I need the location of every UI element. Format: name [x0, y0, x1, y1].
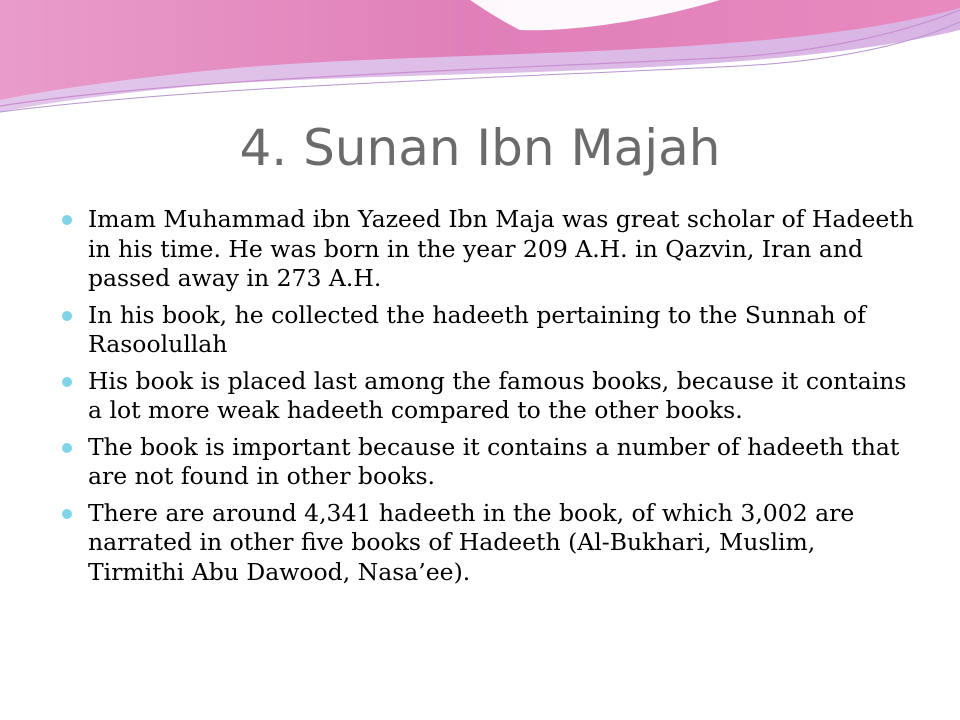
bullet-text: The book is important because it contains a number of hadeeth that are not found in other books. — [88, 432, 900, 490]
bullet-dot-icon — [62, 509, 72, 519]
slide-title: 4. Sunan Ibn Majah — [239, 119, 721, 177]
bullet-item-3 — [62, 367, 918, 426]
bullet-item-2 — [62, 301, 918, 360]
bullet-item-1 — [62, 205, 918, 294]
bullet-item-5 — [62, 499, 918, 588]
bullet-text: His book is placed last among the famous books, because it contains a lot more weak hadeeth compared to the other books. — [88, 366, 907, 424]
bullet-item-4 — [62, 433, 918, 492]
bullet-text: Imam Muhammad ibn Yazeed Ibn Maja was great scholar of Hadeeth in his time. He was born in the year 209 A.H. in Qazvin, Iran and passed away in 273 A.H. — [88, 205, 914, 292]
bullet-text: There are around 4,341 hadeeth in the book, of which 3,002 are narrated in other five books of Hadeeth (Al-Bukhari, Muslim, Tirmithi Abu Dawood, Nasa’ee). — [88, 498, 855, 586]
bullet-dot-icon — [62, 311, 72, 321]
bullet-list — [62, 205, 918, 594]
bullet-dot-icon — [62, 443, 72, 453]
bullet-dot-icon — [62, 377, 72, 387]
bullet-dot-icon — [62, 215, 72, 225]
bullet-text: In his book, he collected the hadeeth pertaining to the Sunnah of Rasoolullah — [88, 300, 866, 358]
header-wave-decoration — [0, 0, 960, 120]
